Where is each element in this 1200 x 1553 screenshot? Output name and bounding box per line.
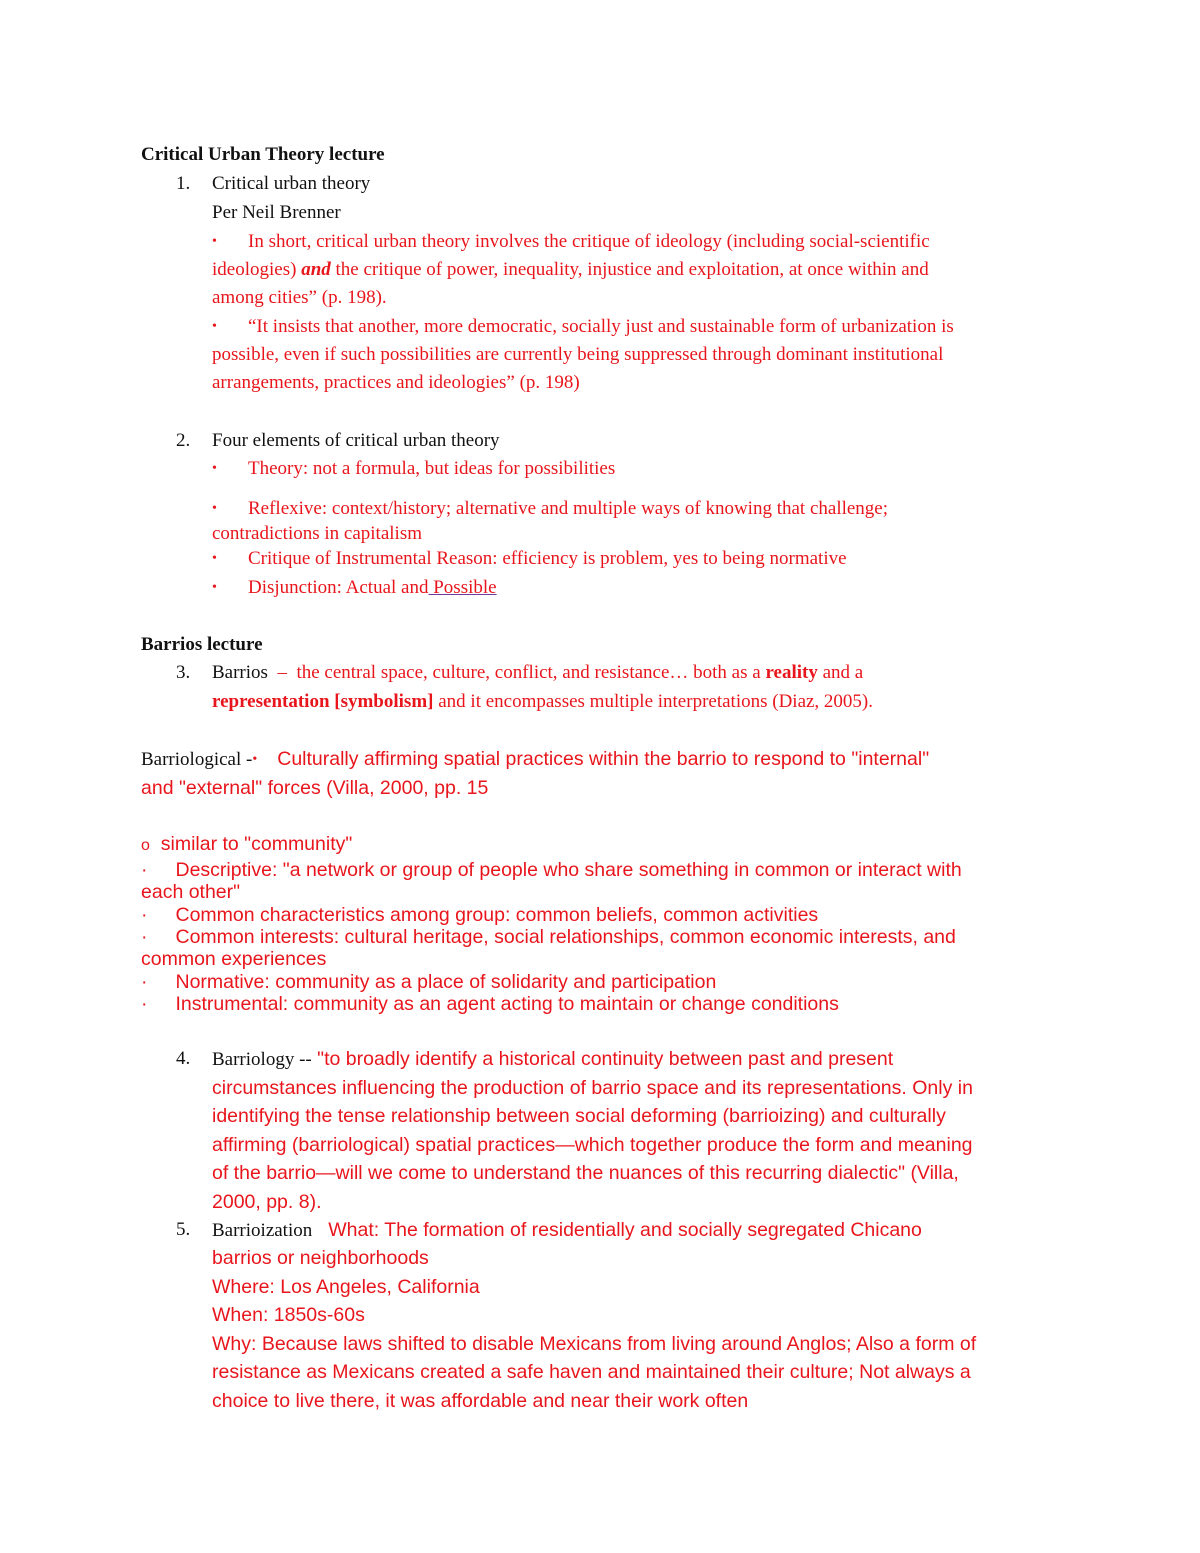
item-5-why-line-3: choice to live there, it was affordable and near their work often xyxy=(212,1390,749,1412)
section-heading-critical-urban-theory: Critical Urban Theory lecture xyxy=(141,144,385,165)
bullet-marker: • xyxy=(212,234,217,249)
item-4-line-6: 2000, pp. 8). xyxy=(212,1191,322,1213)
element-reflexive-line-2: contradictions in capitalism xyxy=(212,523,423,544)
quote-1-line-1: In short, critical urban theory involves the critique of ideology (including social-scientific xyxy=(248,231,930,252)
quote-2-line-1: “It insists that another, more democratic, socially just and sustainable form of urbanization is xyxy=(248,316,954,337)
item-5-why-line-1: Why: Because laws shifted to disable Mexicans from living around Anglos; Also a form of xyxy=(212,1333,977,1355)
quote-2-line-2: possible, even if such possibilities are currently being suppressed through dominant institutional xyxy=(212,344,944,365)
item-3-line-1: Barrios – the central space, culture, conflict, and resistance… both as a reality and a xyxy=(212,662,864,683)
item-4-line-4: affirming (barriological) spatial practices—which together produce the form and meaning xyxy=(212,1134,973,1156)
list-number-1: 1. xyxy=(176,173,191,194)
barriological-line-1: Barriological -• Culturally affirming spatial practices within the barrio to respond to "internal" xyxy=(141,748,930,770)
possible-link[interactable]: Possible xyxy=(428,577,497,598)
element-disjunction: Disjunction: Actual and Possible xyxy=(248,577,497,598)
item-4-line-2: circumstances influencing the production of barrio space and its representations. Only in xyxy=(212,1077,973,1099)
community-instrumental: · Instrumental: community as an agent acting to maintain or change conditions xyxy=(141,993,839,1015)
item-5-where: Where: Los Angeles, California xyxy=(212,1276,480,1298)
community-normative: · Normative: community as a place of solidarity and participation xyxy=(141,971,717,993)
quote-1-line-3: among cities” (p. 198). xyxy=(212,287,387,308)
item-1-title: Critical urban theory xyxy=(212,173,371,194)
bullet-marker: • xyxy=(212,551,217,566)
item-5-when: When: 1850s-60s xyxy=(212,1304,365,1326)
item-5-what-line-2: barrios or neighborhoods xyxy=(212,1247,429,1269)
list-number-3: 3. xyxy=(176,662,191,683)
item-4-line-3: identifying the tense relationship between social deforming (barrioizing) and culturally xyxy=(212,1105,946,1127)
community-interests-line-2: common experiences xyxy=(141,948,327,970)
item-1-subtitle: Per Neil Brenner xyxy=(212,202,341,223)
item-4-line-5: of the barrio—will we come to understand the nuances of this recurring dialectic" (Villa, xyxy=(212,1162,959,1184)
bullet-marker: • xyxy=(212,461,217,476)
bullet-marker: • xyxy=(212,501,217,516)
community-intro: o similar to "community" xyxy=(141,833,353,855)
item-2-title: Four elements of critical urban theory xyxy=(212,430,500,451)
section-heading-barrios: Barrios lecture xyxy=(141,634,263,655)
element-reflexive-line-1: Reflexive: context/history; alternative and multiple ways of knowing that challenge; xyxy=(248,498,889,519)
quote-1-line-2: ideologies) and the critique of power, inequality, injustice and exploitation, at once within and xyxy=(212,259,929,280)
list-number-2: 2. xyxy=(176,430,191,451)
item-5-why-line-2: resistance as Mexicans created a safe haven and maintained their culture; Not always a xyxy=(212,1361,971,1383)
community-characteristics: · Common characteristics among group: common beliefs, common activities xyxy=(141,904,819,926)
item-3-line-2: representation [symbolism] and it encompasses multiple interpretations (Diaz, 2005). xyxy=(212,691,874,712)
bullet-marker: • xyxy=(212,319,217,334)
barriological-line-2: and "external" forces (Villa, 2000, pp. 15 xyxy=(141,777,489,799)
element-theory: Theory: not a formula, but ideas for possibilities xyxy=(248,458,616,479)
community-descriptive-line-1: · Descriptive: "a network or group of people who share something in common or interact with xyxy=(141,859,962,881)
list-number-5: 5. xyxy=(176,1219,191,1240)
community-descriptive-line-2: each other" xyxy=(141,881,241,903)
item-5-line-1: Barrioization What: The formation of residentially and socially segregated Chicano xyxy=(212,1219,922,1241)
list-number-4: 4. xyxy=(176,1048,191,1069)
item-4-line-1: Barriology -- "to broadly identify a historical continuity between past and present xyxy=(212,1048,894,1070)
quote-2-line-3: arrangements, practices and ideologies” (p. 198) xyxy=(212,372,580,393)
community-interests-line-1: · Common interests: cultural heritage, social relationships, common economic interests, and xyxy=(141,926,956,948)
bullet-marker: • xyxy=(212,580,217,595)
element-critique-instrumental-reason: Critique of Instrumental Reason: efficiency is problem, yes to being normative xyxy=(248,548,847,569)
